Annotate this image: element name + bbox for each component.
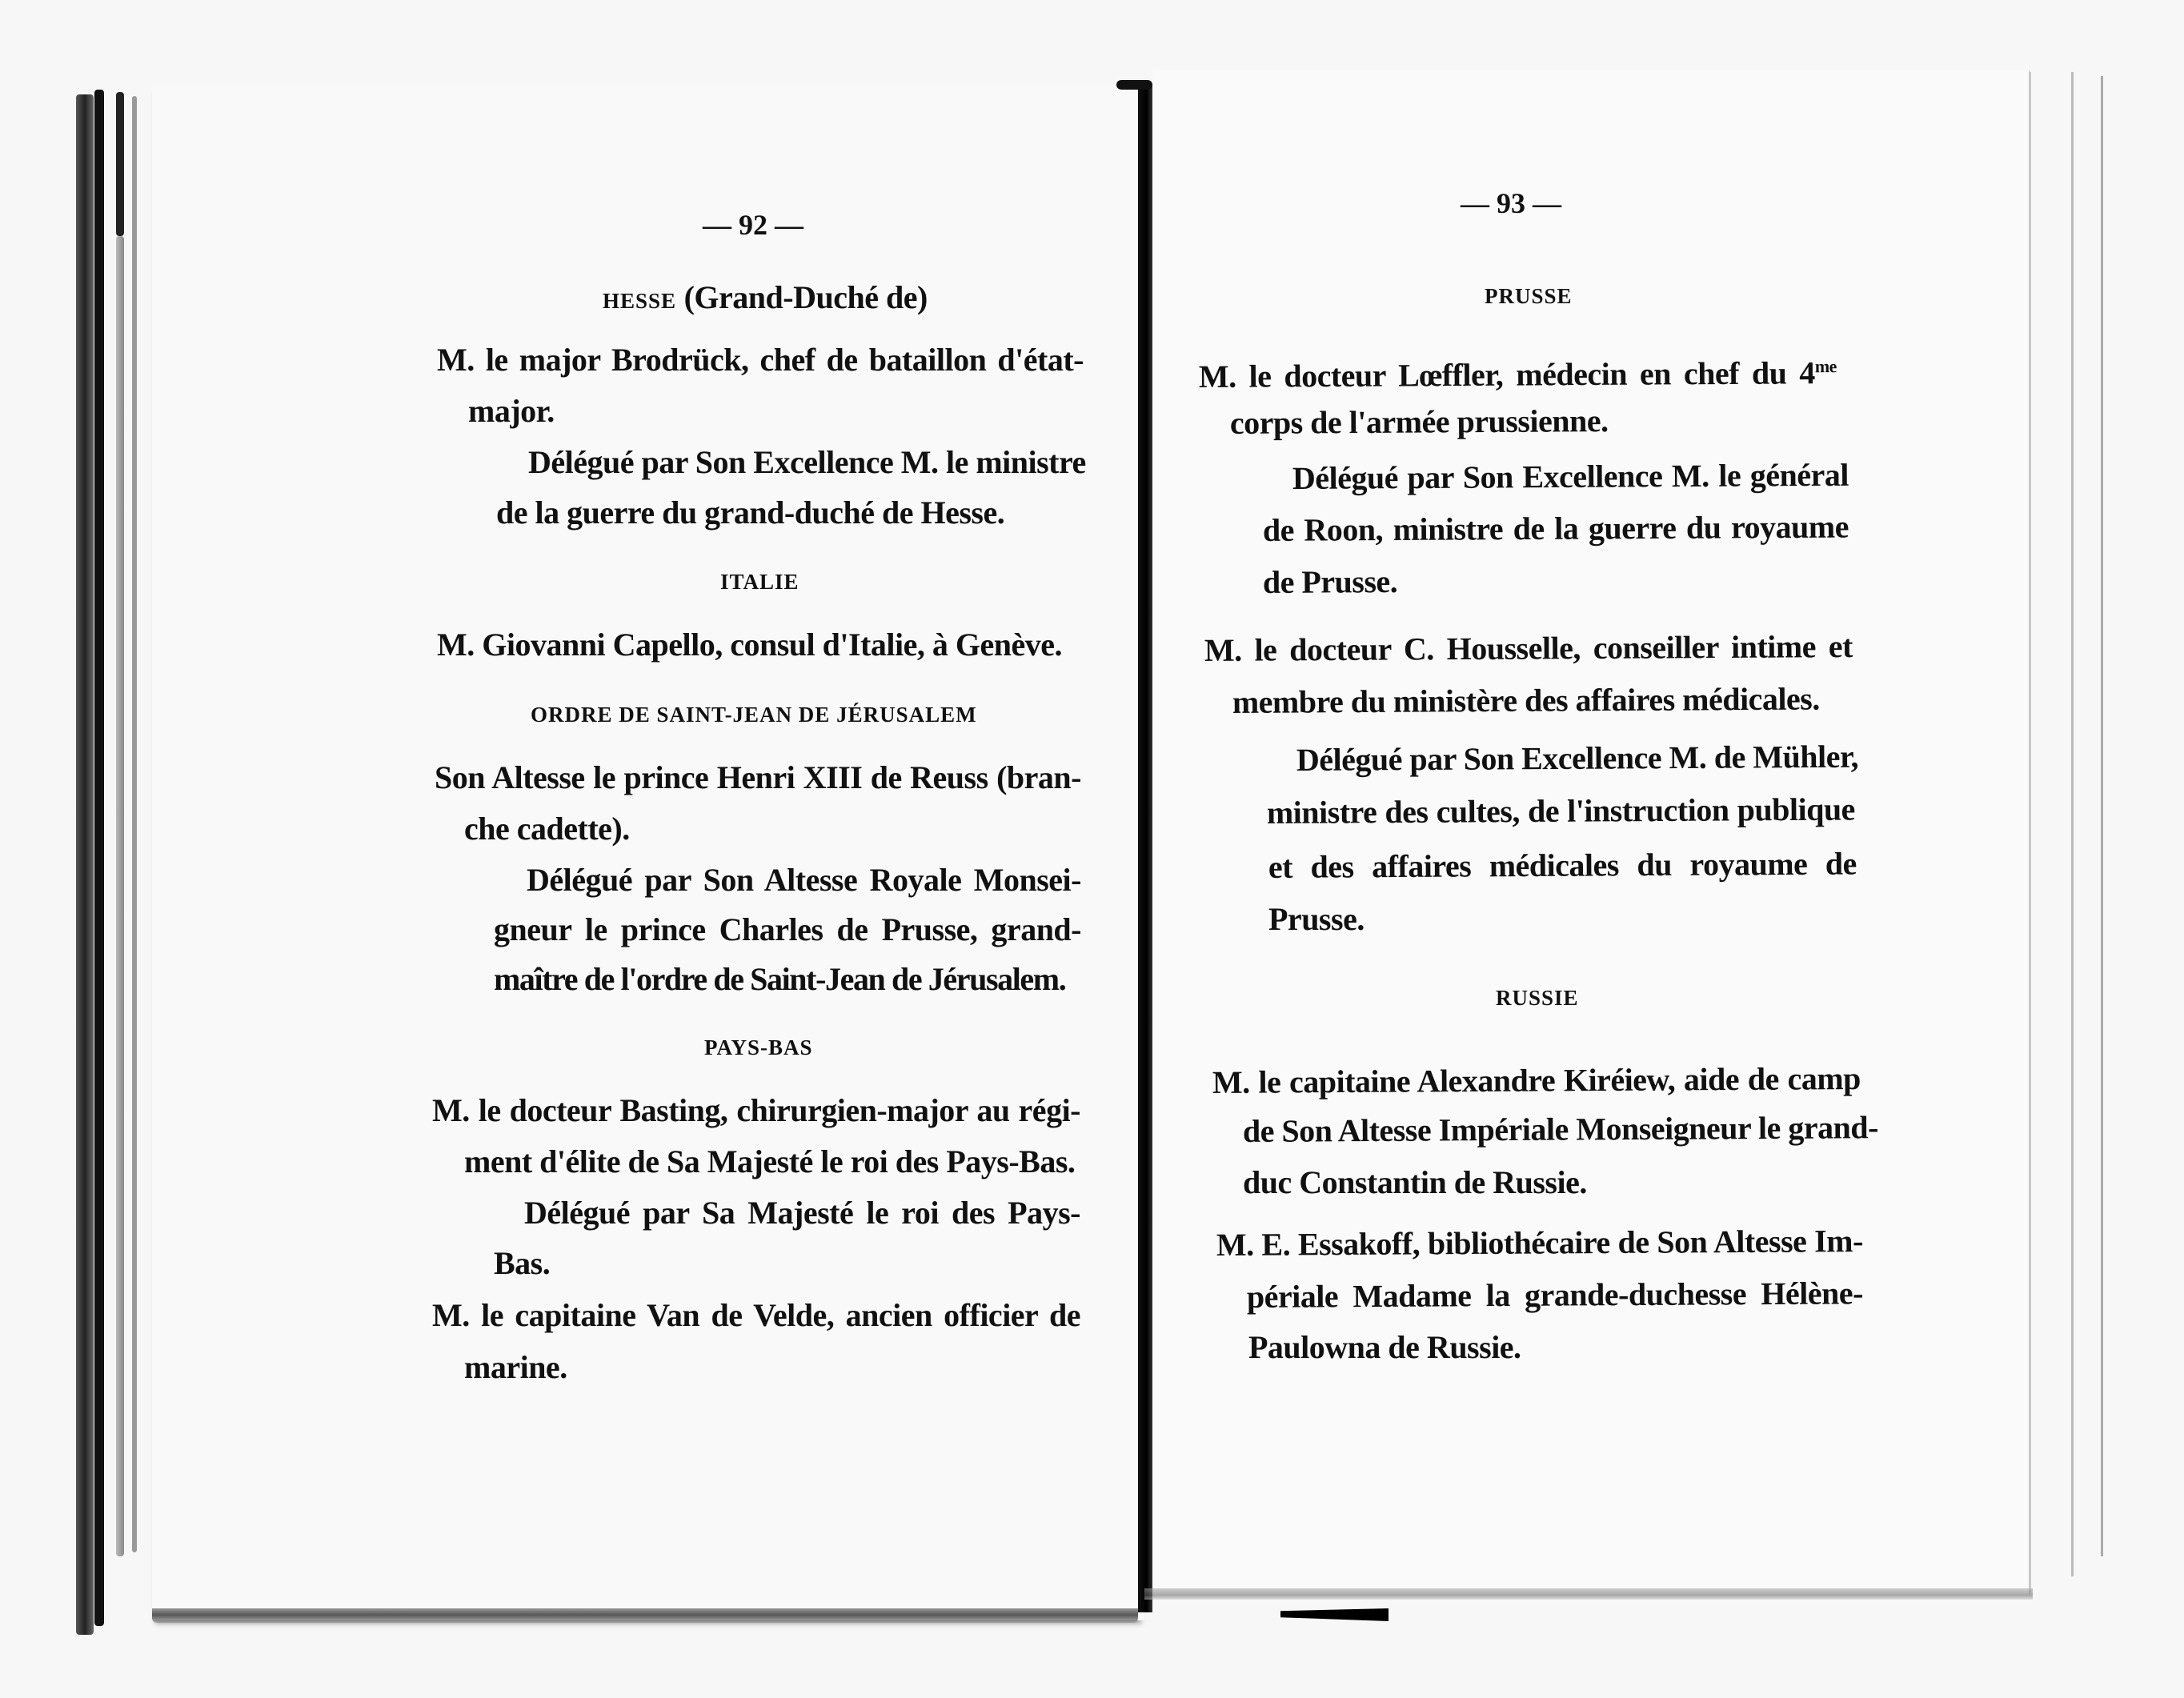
text-line: major. — [468, 393, 555, 429]
fore-edge — [2029, 72, 2031, 1592]
book-spine-edge — [116, 236, 124, 1556]
right-page-bottom-edge — [1144, 1588, 2033, 1600]
book-gutter — [1138, 84, 1152, 1612]
text-line: Délégué par Son Excellence M. de Mühler, — [1296, 738, 1859, 778]
text-line: ment d'élite de Sa Majesté le roi des Pays-Bas. — [464, 1143, 1076, 1179]
page-number-left: — 92 — — [703, 209, 803, 241]
book-spine-edge — [132, 96, 137, 1552]
text-line: membre du ministère des affaires médicales. — [1232, 680, 1820, 720]
text-line: M. le capitaine Van de Velde, ancien officier de — [432, 1297, 1080, 1333]
text-line: M. le docteur C. Housselle, conseiller intime et — [1204, 628, 1853, 668]
text-line: marine. — [464, 1349, 567, 1385]
text-line: de Prusse. — [1262, 563, 1398, 600]
page-number-right: — 93 — — [1461, 187, 1561, 219]
heading-rest: (Grand-Duché de) — [683, 279, 928, 315]
right-page — [1152, 70, 2030, 1595]
heading-smallcaps: HESSE — [603, 289, 677, 313]
text-line: Délégué par Son Excellence M. le ministre — [528, 444, 1086, 480]
text-line: Paulowna de Russie. — [1248, 1329, 1521, 1365]
book-spine-edge — [94, 90, 104, 1626]
text-line: de Son Altesse Impériale Monseigneur le grand- — [1242, 1109, 1879, 1149]
left-page-bottom-edge — [152, 1608, 1138, 1623]
superscript: me — [1814, 356, 1837, 377]
book-gutter-top — [1116, 80, 1152, 90]
section-heading-prusse: PRUSSE — [1485, 284, 1573, 308]
text-line: Son Altesse le prince Henri XIII de Reuss (bran- — [435, 759, 1081, 795]
text-line: Bas. — [494, 1245, 551, 1281]
text-line: M. le major Brodrück, chef de bataillon d'état- — [437, 342, 1084, 378]
text-line: maître de l'ordre de Saint-Jean de Jérusalem. — [494, 961, 1066, 997]
text-line: Délégué par Son Excellence M. le général — [1292, 456, 1849, 496]
book-spine-edge — [116, 92, 124, 236]
text-line: périale Madame la grande-duchesse Hélène- — [1246, 1275, 1863, 1315]
section-heading-pays-bas: PAYS-BAS — [704, 1035, 813, 1059]
text-line: corps de l'armée prussienne. — [1229, 402, 1609, 441]
section-heading-russie: RUSSIE — [1496, 986, 1579, 1010]
text-line: de Roon, ministre de la guerre du royaume — [1262, 508, 1849, 548]
text-line: et des affaires médicales du royaume de — [1268, 845, 1857, 885]
text-line-main: M. le docteur Lœffler, médecin en chef du 4 — [1198, 354, 1815, 394]
fore-edge — [2101, 76, 2103, 1556]
fore-edge — [2071, 72, 2074, 1576]
text-line: gneur le prince Charles de Prusse, grand- — [494, 911, 1081, 947]
text-line: de la guerre du grand-duché de Hesse. — [496, 495, 1005, 531]
book-spine-edge — [76, 94, 94, 1635]
text-line: Prusse. — [1268, 901, 1364, 937]
text-line: ministre des cultes, de l'instruction publique — [1266, 791, 1855, 831]
text-line: Délégué par Sa Majesté le roi des Pays- — [524, 1195, 1080, 1231]
section-heading-italie: ITALIE — [720, 570, 799, 594]
text-line: che cadette). — [464, 811, 630, 847]
text-line: M. le docteur Basting, chirurgien-major au régi- — [432, 1092, 1080, 1128]
text-line: M. E. Essakoff, bibliothécaire de Son Altesse Im- — [1216, 1223, 1863, 1263]
text-line: M. Giovanni Capello, consul d'Italie, à Genève. — [437, 627, 1062, 663]
text-line — [1198, 354, 1845, 394]
text-line: duc Constantin de Russie. — [1243, 1164, 1587, 1200]
text-line: M. le capitaine Alexandre Kiréiew, aide de camp — [1212, 1060, 1861, 1100]
section-heading-hesse — [603, 279, 928, 317]
section-heading-ordre-saint-jean: ORDRE DE SAINT-JEAN DE JÉRUSALEM — [531, 703, 977, 727]
text-line: Délégué par Son Altesse Royale Monsei- — [527, 862, 1081, 898]
bottom-tab — [1280, 1608, 1389, 1621]
